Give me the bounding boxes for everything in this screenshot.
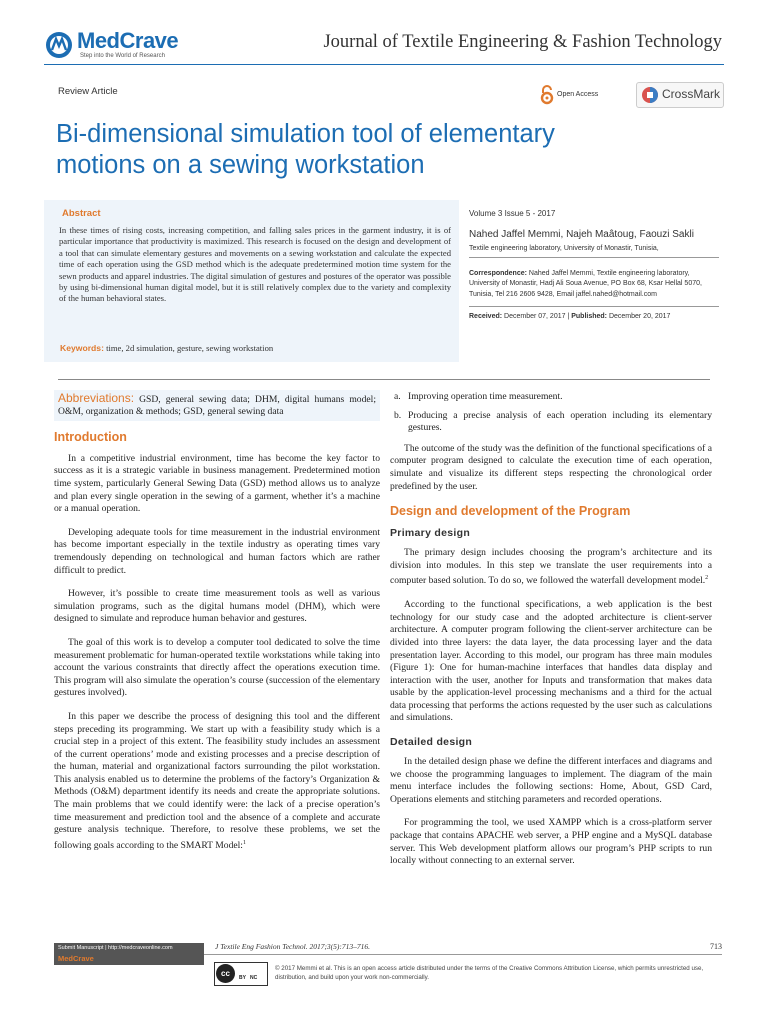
goals-list [390,391,712,435]
keywords-label: Keywords: [60,343,104,353]
brand-tagline: Step into the World of Research [80,53,165,59]
received-date: December 07, 2017 | [502,313,572,320]
footer-submit-box[interactable] [54,943,204,965]
open-access-icon [540,85,554,105]
volume-issue: Volume 3 Issue 5 - 2017 [469,209,556,218]
intro-paragraph-5 [54,711,380,853]
crossmark-label: CrossMark [662,87,721,101]
primary-paragraph-2: According to the functional specifications, a web application is the best technology for our study case and the adopted architecture is client-server architecture. A computer program following the client-server architecture can be divided into three layers: the data layer, the data processing layer and the data presentation layer. According to this model, our program has three main modules (Figure 1): One for human-machine interfaces that handles data display and interaction with the user, another for Inputs and transformation that makes data usable by the application-level processing mechanisms and a third for the actual data processing that performs the actions requested by the user such as calculations and simulations. [390,599,712,724]
design-heading: Design and development of the Program [390,504,631,519]
introduction-heading: Introduction [54,429,127,444]
received-label: Received: [469,313,503,320]
intro-paragraph-1: In a competitive industrial environment, time has become the key factor to success as it is a strategic variable in business management. Predetermined motion time system, particularly General Sewing Data (GSD) method allows us to analyze and plan every single operation in the sewing of a garment, whether it’s a machine or a manual operation. [54,452,380,515]
primary-design-heading: Primary design [390,527,471,540]
abbreviations [54,390,380,421]
brand-name: MedCrave [77,28,179,53]
cc-badge-icon: cc [216,964,235,983]
reference-2[interactable]: 2 [705,575,709,582]
page-number: 713 [710,942,722,951]
dates [469,312,719,323]
crossmark-icon [641,86,659,104]
medcrave-logo-icon [44,30,74,60]
intro-paragraph-4: The goal of this work is to develop a computer tool dedicated to solve the time measurement problematic for human-operated textile workstations while taking into account the various constraints that directly affect the operations execution time. This program will also simulate the operation’s course (succession of the elementary gestures involved). [54,636,380,699]
correspondence-text: Nahed Jaffel Memmi, Textile engineering laboratory, University of Monastir, Hadj Ali Soua Avenue, PO Box 68, Ksar Hellal 5070, Tunisia, Tel 216 2606 9428, Email jaffel.nahed@hotmail.com [469,269,702,298]
primary-paragraph-1 [390,547,712,588]
keywords-text: time, 2d simulation, gesture, sewing workstation [103,343,274,353]
title-line-2: motions on a sewing workstation [56,151,425,179]
authors: Nahed Jaffel Memmi, Najeh Maâtoug, Faouzi Sakli [469,229,694,240]
publisher-logo[interactable] [44,28,214,64]
reference-1[interactable]: 1 [242,839,246,846]
citation: J Textile Eng Fashion Technol. 2017;3(5):713–716. [215,942,371,951]
abstract-heading: Abstract [62,208,101,219]
primary-paragraph-1-text: The primary design includes choosing the program’s architecture and its division into modules. In this step we translate the user requirements into a computer based solution. To do so, we followed the waterfall development model. [390,547,712,587]
published-date: December 20, 2017 [607,313,671,320]
info-rule-1 [469,257,719,258]
correspondence-label: Correspondence: [469,269,527,277]
submit-manuscript-link[interactable]: Submit Manuscript | http://medcraveonline.com [58,945,173,951]
abbreviations-text: GSD, general sewing data; DHM, digital humans model; O&M, organization & methods; GSD, general sewing data [58,394,376,418]
abbreviations-label: Abbreviations: [58,391,135,405]
crossmark-button[interactable] [636,82,724,108]
article-type: Review Article [58,86,118,97]
left-column [54,390,380,864]
intro-paragraph-2: Developing adequate tools for time measurement in the industrial environment has become important especially in the textile industry as operating times vary tremendously depending on technological and human factors which are rather difficult to predict. [54,526,380,576]
published-label: Published: [571,313,607,320]
correspondence [469,269,719,301]
abstract-text: In these times of rising costs, increasing competition, and falling sales prices in the garment industry, it is of particular importance that productivity is maximized. This research is focused on the design and development of a tool that can simulate elementary gestures and movements on a sewing workstation and calculate the expected time of each operation using the GSD method which is the adequate predetermined motion time system for the sewn products and apparel industries. The digital simulation of gestures and postures of the operator was possible by using bi-dimensional human digital model, but it is still relatively complex due to the variety and complexity of the human behavioral states. [59,225,451,304]
open-access-label: Open Access [557,91,599,98]
article-title [56,119,716,181]
info-rule-2 [469,306,719,307]
by-nc-label: BY NC [239,975,258,981]
footer-rule [204,954,722,955]
goal-marker: b. [394,409,402,421]
intro-paragraph-5-text: In this paper we describe the process of designing this tool and the different steps preceding its programming. We start up with a feasibility study which is a crucial step in a project of this extent. The feasibility study includes an assessment of the current operations’ mode and existing processes and a precise description of the human, material and organizational factors surrounding the pilot workstation. This analysis enabled us to determine the problems of the factory’s Organization & Methods (O&M) department identify its needs and create the appropriate solutions. The main problems that we could identify were: the lack of a precise operation’s time measurement and prediction tool and the absence of a complete and accurate gesture analysis technique. Therefore, to resolve these problems, we set the following goals according to the SMART Model: [54,710,380,852]
section-divider [58,379,710,380]
goal-item [394,409,712,435]
goal-text: Producing a precise analysis of each operation including its elementary gestures. [408,409,712,434]
keywords [60,343,455,353]
journal-title: Journal of Textile Engineering & Fashion Technology [323,32,722,52]
affiliation: Textile engineering laboratory, University of Monastir, Tunisia, [469,244,659,252]
right-column [390,391,712,879]
goal-item [394,391,712,404]
intro-paragraph-3: However, it’s possible to create time measurement tools as well as various simulation programs, such as the digital humans model (DHM), which were designed to simulate and reproduce human behavior and gestures. [54,588,380,625]
detailed-paragraph-2: For programming the tool, we used XAMPP which is a cross-platform server package that contains APACHE web server, a PHP engine and a MySQL database server. This Web development platform allows our program’s PHP scripts to run locally without connecting to an external server. [390,817,712,867]
outcome-paragraph: The outcome of the study was the definition of the functional specifications of a computer program designed to calculate the execution time of each operation, simulate and visualize its different steps respecting the chronological order predefined by the user. [390,442,712,492]
goal-text: Improving operation time measurement. [408,391,563,402]
cc-license-badge[interactable] [214,962,268,986]
footer-brand: MedCrave [58,954,94,963]
detailed-design-heading: Detailed design [390,736,473,749]
goal-marker: a. [394,391,401,402]
header-rule [44,64,724,65]
license-text: © 2017 Memmi et al. This is an open access article distributed under the terms of the Creative Commons Attribution License, which permits unrestricted use, distribution, and build upon your work non-commercially. [275,965,704,981]
article-info [469,209,719,323]
detailed-paragraph-1: In the detailed design phase we define the different interfaces and diagrams and we choose the programming languages to implement. The diagram of the main menu interface includes the following sections: Home, About, GSD Card, Operations elements and stitching parameters and recorded operations. [390,756,712,805]
title-line-1: Bi-dimensional simulation tool of elementary [56,120,555,148]
